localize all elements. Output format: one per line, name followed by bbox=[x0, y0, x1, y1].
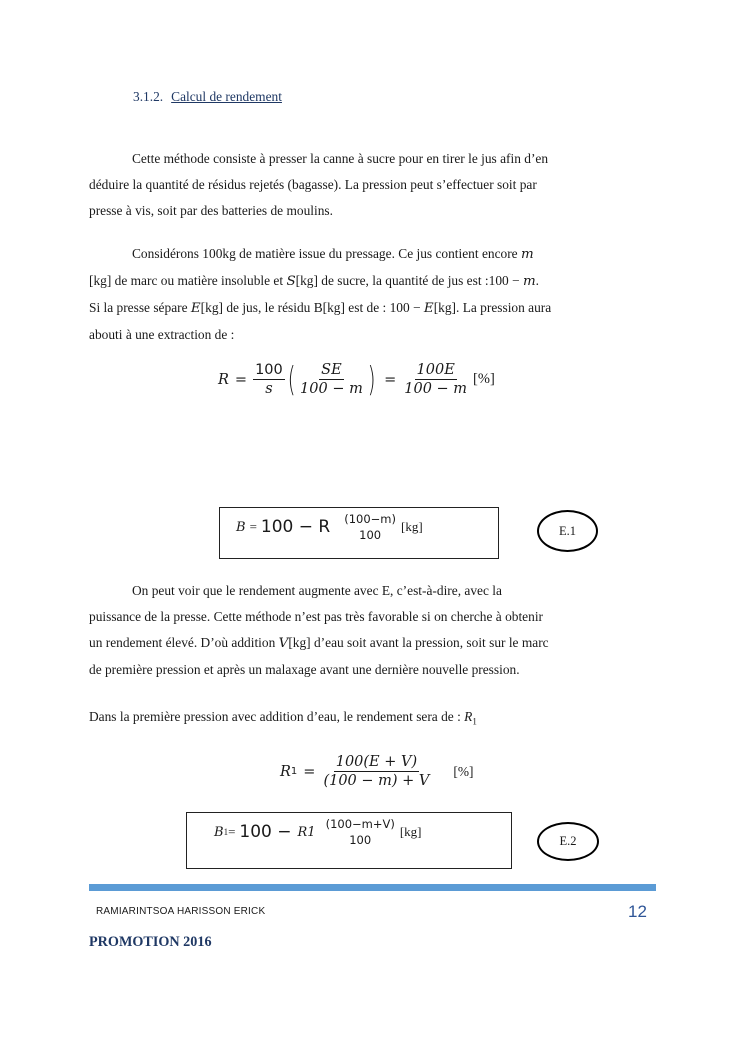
section-number: 3.1.2. bbox=[133, 89, 164, 104]
denominator: 100 bbox=[359, 528, 382, 542]
section-heading bbox=[133, 89, 282, 105]
fraction bbox=[402, 362, 469, 397]
subscript: 1 bbox=[223, 827, 229, 837]
unit: [%] bbox=[453, 763, 474, 779]
eq-sign: = bbox=[249, 519, 257, 534]
text-line: puissance de la presse. Cette méthode n’est pas très favorable si on cherche à obtenir bbox=[89, 609, 543, 624]
paragraph-considerons bbox=[89, 241, 609, 348]
var-m: m bbox=[520, 247, 534, 262]
eq-lhs: R bbox=[218, 371, 229, 388]
eq-expression: 100 − bbox=[239, 822, 292, 842]
var-e: E bbox=[423, 301, 434, 316]
denominator: s bbox=[265, 381, 273, 397]
var-m: m bbox=[522, 274, 536, 289]
text-line bbox=[89, 241, 609, 268]
text-span: Dans la première pression avec addition d’eau, le rendement sera de : bbox=[89, 709, 465, 724]
eq-lhs: B bbox=[236, 519, 246, 535]
numerator: (100−m) bbox=[344, 512, 396, 526]
eq-expression: R1 bbox=[297, 824, 316, 840]
footer-divider bbox=[89, 884, 656, 891]
text-line: Cette méthode consiste à presser la canne à sucre pour en tirer le jus afin d’en bbox=[132, 151, 549, 166]
text-span: [kg] de sucre, la quantité de jus est :100 − bbox=[295, 273, 523, 288]
eq-sign: = bbox=[228, 824, 236, 839]
text-line bbox=[89, 704, 609, 735]
var-r: R bbox=[464, 709, 473, 724]
equation-label-text: E.1 bbox=[558, 523, 576, 538]
subscript: 1 bbox=[472, 716, 477, 727]
equation-label-e2 bbox=[537, 822, 599, 861]
equation-r bbox=[218, 359, 495, 400]
text-line: déduire la quantité de résidus rejetés (bagasse). La pression peut s’effectuer soit par bbox=[89, 177, 537, 192]
equation-b bbox=[236, 512, 423, 542]
footer-promotion: PROMOTION 2016 bbox=[89, 934, 212, 950]
paragraph-addition-eau bbox=[89, 704, 609, 735]
text-line bbox=[89, 630, 609, 657]
fraction bbox=[342, 512, 398, 542]
denominator: (100 − m) + V bbox=[323, 773, 430, 789]
text-span: [kg] de marc ou matière insoluble et bbox=[89, 273, 287, 288]
subscript: 1 bbox=[290, 766, 298, 777]
eq-lhs: B bbox=[214, 824, 224, 840]
text-line bbox=[89, 268, 609, 295]
text-line: presse à vis, soit par des batteries de moulins. bbox=[89, 203, 333, 218]
eq-sign: = bbox=[384, 371, 397, 388]
equation-r1 bbox=[280, 754, 473, 789]
fraction bbox=[298, 362, 365, 397]
paren-open: ( bbox=[287, 359, 296, 400]
paragraph-rendement bbox=[89, 578, 609, 683]
text-span: [kg]. La pression aura bbox=[433, 300, 552, 315]
var-e: E bbox=[190, 301, 201, 316]
eq-lhs: R bbox=[280, 763, 291, 780]
denominator: 100 − m bbox=[300, 381, 363, 397]
text-span: [kg] de jus, le résidu B[kg] est de : 100 − bbox=[200, 300, 424, 315]
equation-label-text: E.2 bbox=[559, 834, 577, 848]
numerator: 100 bbox=[255, 362, 283, 378]
equation-label-e1 bbox=[537, 510, 598, 552]
var-v: V bbox=[278, 636, 289, 651]
text-line: de première pression et après un malaxage avant une dernière nouvelle pression. bbox=[89, 662, 520, 677]
equation-b1 bbox=[214, 817, 422, 847]
eq-sign: = bbox=[303, 763, 316, 780]
footer-author: RAMIARINTSOA HARISSON ERICK bbox=[96, 906, 266, 917]
text-span: Si la presse sépare bbox=[89, 300, 191, 315]
text-span: [kg] d’eau soit avant la pression, soit sur le marc bbox=[288, 635, 549, 650]
text-line: On peut voir que le rendement augmente avec E, c’est-à-dire, avec la bbox=[132, 583, 502, 598]
text-span: . bbox=[535, 273, 540, 288]
text-line bbox=[89, 295, 609, 322]
page-number: 12 bbox=[628, 902, 647, 921]
eq-expression: 100 − R bbox=[260, 517, 331, 537]
numerator: SE bbox=[321, 362, 342, 378]
denominator: 100 bbox=[349, 833, 372, 847]
text-line: abouti à une extraction de : bbox=[89, 327, 235, 342]
numerator: (100−m+V) bbox=[325, 817, 395, 831]
paragraph-intro bbox=[89, 146, 609, 224]
paren-close: ) bbox=[367, 359, 376, 400]
section-title: Calcul de rendement bbox=[171, 89, 282, 104]
unit: [%] bbox=[473, 371, 495, 387]
text-span: Considérons 100kg de matière issue du pressage. Ce jus contient encore bbox=[132, 246, 521, 261]
fraction bbox=[253, 362, 285, 397]
unit: [kg] bbox=[400, 519, 423, 534]
fraction bbox=[324, 817, 397, 847]
unit: [kg] bbox=[399, 824, 422, 839]
var-s: S bbox=[286, 274, 296, 289]
text-span: un rendement élevé. D’où addition bbox=[89, 635, 279, 650]
numerator: 100E bbox=[416, 362, 455, 378]
fraction bbox=[321, 754, 431, 789]
eq-sign: = bbox=[234, 371, 248, 388]
denominator: 100 − m bbox=[404, 381, 468, 397]
numerator: 100(E + V) bbox=[335, 754, 418, 770]
